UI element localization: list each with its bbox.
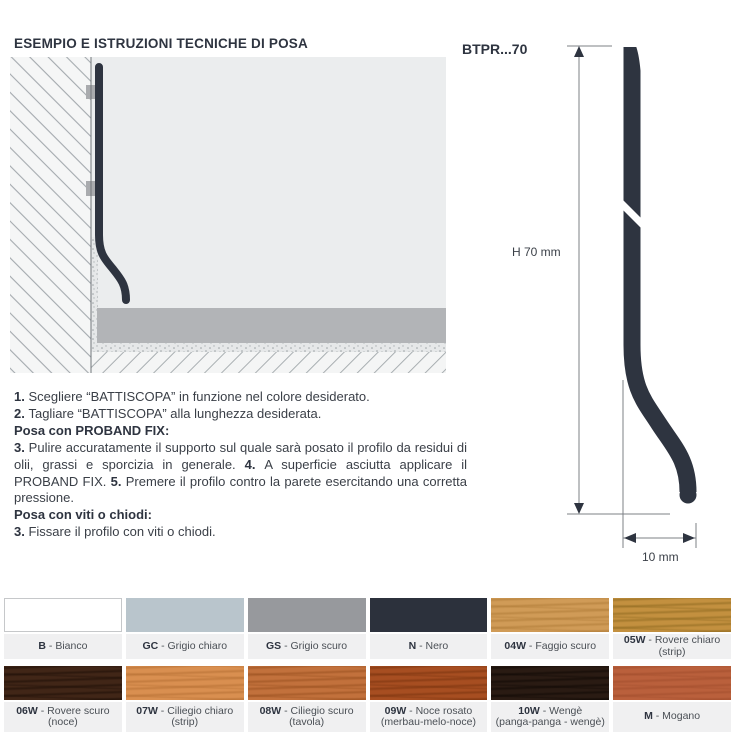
- color-table: [0, 598, 735, 732]
- adhesive-layer: [91, 343, 446, 352]
- dim-arrow-left: [624, 533, 636, 543]
- height-dimension-label: H 70 mm: [512, 245, 561, 259]
- instruction-text: Scegliere “BATTISCOPA” in funzione nel colore desiderato.: [28, 389, 370, 404]
- color-swatch-07w: [126, 666, 244, 700]
- instruction-bold-text: 3.: [14, 524, 29, 540]
- color-swatch-label: [370, 702, 488, 732]
- color-cell-07w: [126, 666, 244, 732]
- color-cell-04w: [491, 598, 609, 659]
- color-sub-name: (strip): [171, 716, 199, 728]
- color-code-and-name: 10W - Wengè: [518, 704, 583, 717]
- instruction-bold-text: 1.: [14, 389, 29, 404]
- dim-arrow-right: [683, 533, 695, 543]
- floor-slab: [97, 308, 446, 343]
- page-title: ESEMPIO E ISTRUZIONI TECNICHE DI POSA: [14, 36, 308, 51]
- instruction-paragraph: [14, 423, 467, 440]
- instruction-paragraph: [14, 406, 467, 423]
- color-cell-b: [4, 598, 122, 659]
- color-cell-n: [370, 598, 488, 659]
- color-cell-08w: [248, 666, 366, 732]
- color-code-and-name: GS - Grigio scuro: [266, 639, 348, 652]
- color-swatch-label: [4, 634, 122, 659]
- instruction-paragraph: [14, 507, 467, 524]
- profile-dimension-drawing: [505, 40, 705, 570]
- instruction-bold-text: 2.: [14, 405, 29, 421]
- color-cell-06w: [4, 666, 122, 732]
- color-swatch-label: [613, 634, 731, 659]
- color-code-and-name: GC - Grigio chiaro: [142, 639, 228, 652]
- instruction-bold-text: Posa con PROBAND FIX:: [14, 422, 170, 438]
- instruction-bold-text: Posa con viti o chiodi:: [14, 507, 152, 523]
- color-cell-gc: [126, 598, 244, 659]
- color-row-2: [4, 666, 731, 732]
- wall-hatch: [10, 57, 91, 373]
- color-swatch-10w: [491, 666, 609, 700]
- color-code-and-name: 07W - Ciliegio chiaro: [136, 704, 234, 717]
- color-swatch-04w: [491, 598, 609, 632]
- color-code-and-name: M - Mogano: [644, 710, 701, 723]
- color-swatch-gc: [126, 598, 244, 632]
- color-swatch-05w: [613, 598, 731, 632]
- instruction-paragraph: [14, 440, 467, 508]
- instruction-bold-text: 3.: [14, 439, 29, 455]
- instruction-text: Tagliare “BATTISCOPA” alla lunghezza desiderata.: [28, 405, 322, 421]
- instruction-text: Premere il profilo contro la parete esercitando una corretta pressione.: [14, 473, 467, 506]
- profile-code: BTPR...70: [462, 41, 528, 57]
- color-swatch-label: [248, 634, 366, 659]
- instruction-bold-text: 4.: [244, 456, 265, 472]
- color-code-and-name: 05W - Rovere chiaro: [623, 634, 721, 646]
- instruction-paragraph: [14, 524, 467, 541]
- color-cell-05w: [613, 598, 731, 659]
- color-swatch-gs: [248, 598, 366, 632]
- color-sub-name: (strip): [658, 645, 686, 658]
- color-cell-09w: [370, 666, 488, 732]
- instructions-block: [14, 389, 467, 541]
- dim-arrow-up: [574, 46, 584, 57]
- installation-diagram: [10, 57, 446, 373]
- color-swatch-label: [370, 634, 488, 659]
- color-code-and-name: 08W - Ciliegio scuro: [259, 704, 354, 717]
- color-sub-name: (merbau-melo-noce): [380, 716, 476, 728]
- width-dimension-label: 10 mm: [642, 550, 679, 564]
- color-swatch-label: [491, 702, 609, 732]
- color-code-and-name: N - Nero: [408, 639, 449, 652]
- color-code-and-name: 06W - Rovere scuro: [16, 704, 110, 717]
- color-cell-m: [613, 666, 731, 732]
- color-swatch-label: [126, 634, 244, 659]
- color-swatch-label: [4, 702, 122, 732]
- instruction-text: Fissare il profilo con viti o chiodi.: [28, 524, 216, 540]
- color-sub-name: (noce): [48, 716, 78, 728]
- instruction-text: A superficie asciutta applicare il PROBAND FIX.: [14, 456, 467, 489]
- color-sub-name: (panga-panga - wengè): [495, 716, 605, 728]
- color-swatch-label: [126, 702, 244, 732]
- color-sub-name: (tavola): [289, 716, 325, 728]
- profile-body: [632, 47, 688, 492]
- wall-adhesive-strip: [91, 237, 98, 349]
- color-row-1: [4, 598, 731, 659]
- color-swatch-n: [370, 598, 488, 632]
- color-code-and-name: B - Bianco: [38, 639, 88, 652]
- color-swatch-label: [613, 702, 731, 732]
- profile-bottom-tip: [680, 487, 697, 504]
- color-swatch-label: [491, 634, 609, 659]
- color-cell-gs: [248, 598, 366, 659]
- color-swatch-08w: [248, 666, 366, 700]
- dim-arrow-down: [574, 503, 584, 514]
- color-cell-10w: [491, 666, 609, 732]
- instruction-bold-text: 5.: [110, 473, 126, 489]
- color-swatch-b: [4, 598, 122, 632]
- instruction-text: Pulire accuratamente il supporto sul quale sarà posato il profilo da residui di olii, grassi e sporcizia in generale.: [14, 439, 467, 472]
- color-swatch-label: [248, 702, 366, 732]
- color-code-and-name: 09W - Noce rosato: [384, 704, 473, 717]
- color-swatch-m: [613, 666, 731, 700]
- color-code-and-name: 04W - Faggio scuro: [504, 639, 597, 652]
- instruction-paragraph: [14, 389, 467, 406]
- color-swatch-09w: [370, 666, 488, 700]
- ground-hatch: [91, 352, 446, 373]
- color-swatch-06w: [4, 666, 122, 700]
